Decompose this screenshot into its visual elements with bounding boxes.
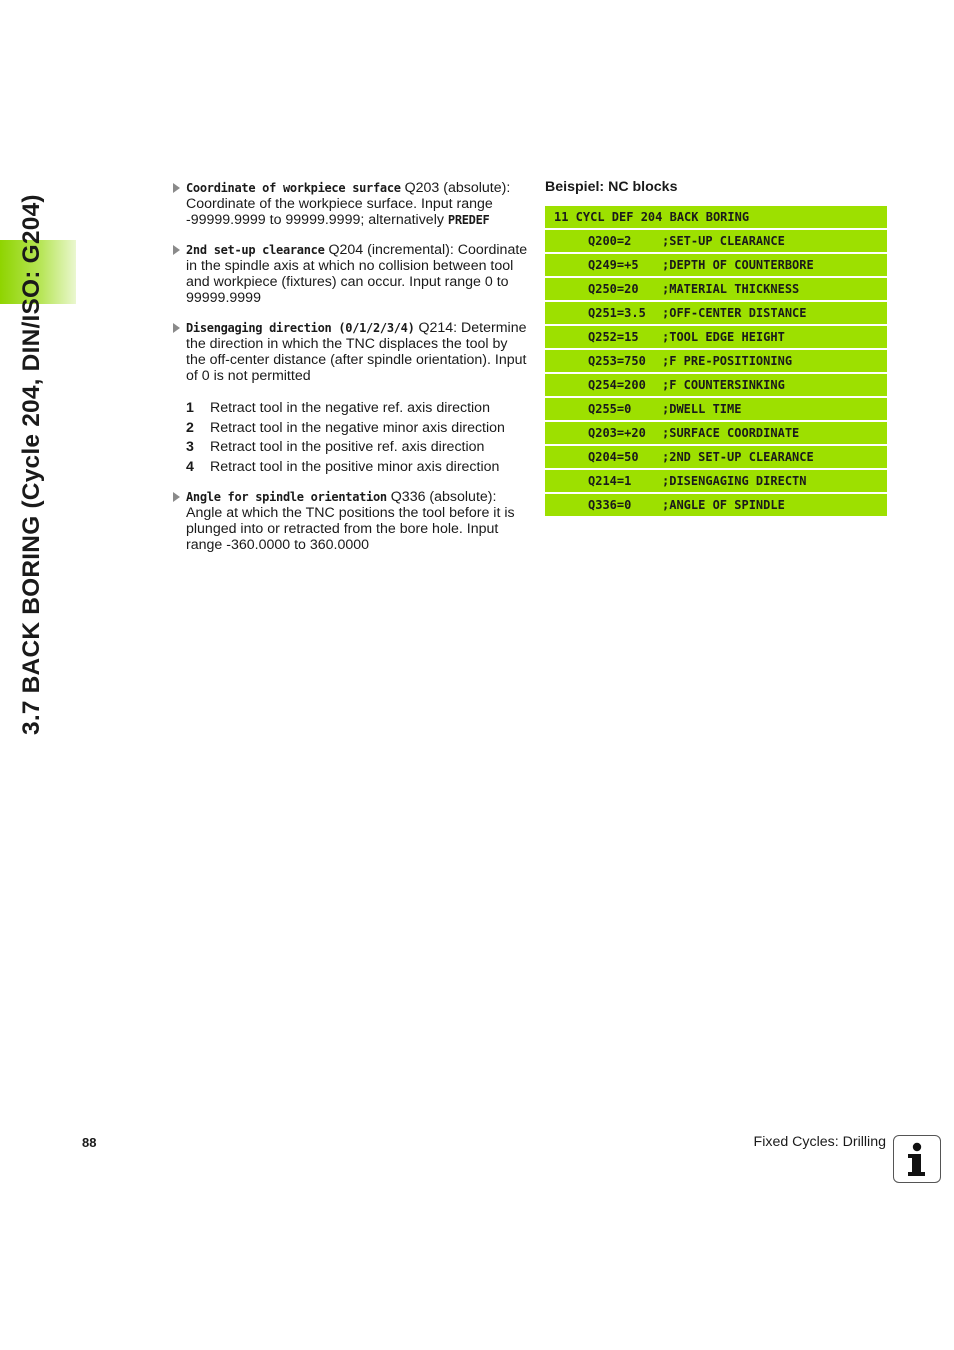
example-title: Beispiel: NC blocks bbox=[545, 179, 678, 195]
nc-comment: ;MATERIAL THICKNESS bbox=[662, 282, 800, 296]
nc-param: Q336=0 bbox=[588, 498, 632, 512]
nc-block-row bbox=[545, 350, 887, 372]
nc-header-row: 11 CYCL DEF 204 BACK BORING bbox=[545, 206, 887, 228]
nc-param: Q249=+5 bbox=[588, 258, 639, 272]
list-item: 1 Retract tool in the negative ref. axis direction bbox=[186, 400, 490, 416]
param-text: Q336 (absolute): Angle at which the TNC positions the tool before it is plunged into or retracted from the bore hole. Input range -360.0000 to 360.0000 bbox=[186, 488, 515, 553]
nc-comment: ;DWELL TIME bbox=[662, 402, 742, 416]
list-item: 3 Retract tool in the positive ref. axis direction bbox=[186, 439, 485, 455]
list-item: 4 Retract tool in the positive minor axis direction bbox=[186, 458, 500, 475]
nc-comment: ;DISENGAGING DIRECTN bbox=[662, 474, 807, 488]
nc-comment: ;ANGLE OF SPINDLE bbox=[662, 498, 785, 512]
nc-block-row bbox=[545, 470, 887, 492]
param-text: Q214: Determine the direction in which the TNC displaces the tool by the off-center distance (after spindle orientation). Input of 0 is not permitted bbox=[186, 320, 527, 384]
page-number: 88 bbox=[82, 1135, 97, 1150]
nc-param: Q204=50 bbox=[588, 450, 639, 464]
nc-block-row bbox=[545, 446, 887, 468]
param-text: Q204 (incremental): Coordinate in the spindle axis at which no collision between tool and workpiece (fixtures) can occur. Input range 0 to 99999.9999 bbox=[186, 242, 528, 306]
bullet-arrow-icon bbox=[173, 323, 180, 333]
nc-param: Q203=+20 bbox=[588, 426, 646, 440]
section-title: 3.7 BACK BORING (Cycle 204, DIN/ISO: G204) bbox=[18, 194, 45, 735]
nc-block-row bbox=[545, 422, 887, 444]
nc-block-row bbox=[545, 254, 887, 276]
nc-param: Q251=3.5 bbox=[588, 306, 646, 320]
nc-param: Q255=0 bbox=[588, 402, 632, 416]
nc-param: Q254=200 bbox=[588, 378, 646, 392]
nc-block-row bbox=[545, 326, 887, 348]
nc-comment: ;F PRE-POSITIONING bbox=[662, 354, 793, 368]
bullet-arrow-icon bbox=[173, 492, 180, 502]
nc-block-row bbox=[545, 278, 887, 300]
param-code: Disengaging direction (0/1/2/3/4) bbox=[186, 321, 415, 335]
nc-comment: ;TOOL EDGE HEIGHT bbox=[662, 330, 785, 344]
param-code: 2nd set-up clearance bbox=[186, 243, 325, 257]
direction-options bbox=[186, 400, 528, 475]
nc-comment: ;DEPTH OF COUNTERBORE bbox=[662, 258, 814, 272]
param-q203 bbox=[172, 180, 528, 228]
nc-block-row bbox=[545, 374, 887, 396]
param-suffix-code: PREDEF bbox=[447, 213, 490, 227]
nc-param: Q200=2 bbox=[588, 234, 632, 248]
param-code: Angle for spindle orientation bbox=[186, 489, 387, 504]
nc-param: Q214=1 bbox=[588, 474, 632, 488]
parameter-descriptions bbox=[172, 180, 528, 567]
param-q336 bbox=[172, 489, 528, 553]
bullet-arrow-icon bbox=[173, 183, 180, 193]
nc-comment: ;SURFACE COORDINATE bbox=[662, 426, 800, 440]
nc-example bbox=[545, 179, 887, 518]
nc-block-row bbox=[545, 398, 887, 420]
param-code: Coordinate of workpiece surface bbox=[186, 181, 401, 195]
info-icon bbox=[893, 1135, 941, 1183]
nc-block-row bbox=[545, 230, 887, 252]
nc-rows bbox=[545, 230, 887, 516]
nc-comment: ;OFF-CENTER DISTANCE bbox=[662, 306, 807, 320]
footer-chapter: Fixed Cycles: Drilling bbox=[753, 1134, 886, 1150]
nc-param: Q252=15 bbox=[588, 330, 639, 344]
bullet-arrow-icon bbox=[173, 245, 180, 255]
nc-comment: ;F COUNTERSINKING bbox=[662, 378, 785, 392]
info-glyph bbox=[894, 1136, 939, 1181]
nc-param: Q250=20 bbox=[588, 282, 639, 296]
nc-comment: ;2ND SET-UP CLEARANCE bbox=[662, 450, 814, 464]
nc-block-row bbox=[545, 494, 887, 516]
list-item: 2 Retract tool in the negative minor axis direction bbox=[186, 419, 505, 436]
nc-param: Q253=750 bbox=[588, 354, 646, 368]
nc-comment: ;SET-UP CLEARANCE bbox=[662, 234, 785, 248]
param-text: Q203 (absolute): Coordinate of the workpiece surface. Input range -99999.9999 to 99999.9999; alternatively bbox=[186, 180, 511, 228]
nc-block-row bbox=[545, 302, 887, 324]
param-q214 bbox=[172, 320, 528, 384]
param-q204 bbox=[172, 242, 528, 306]
